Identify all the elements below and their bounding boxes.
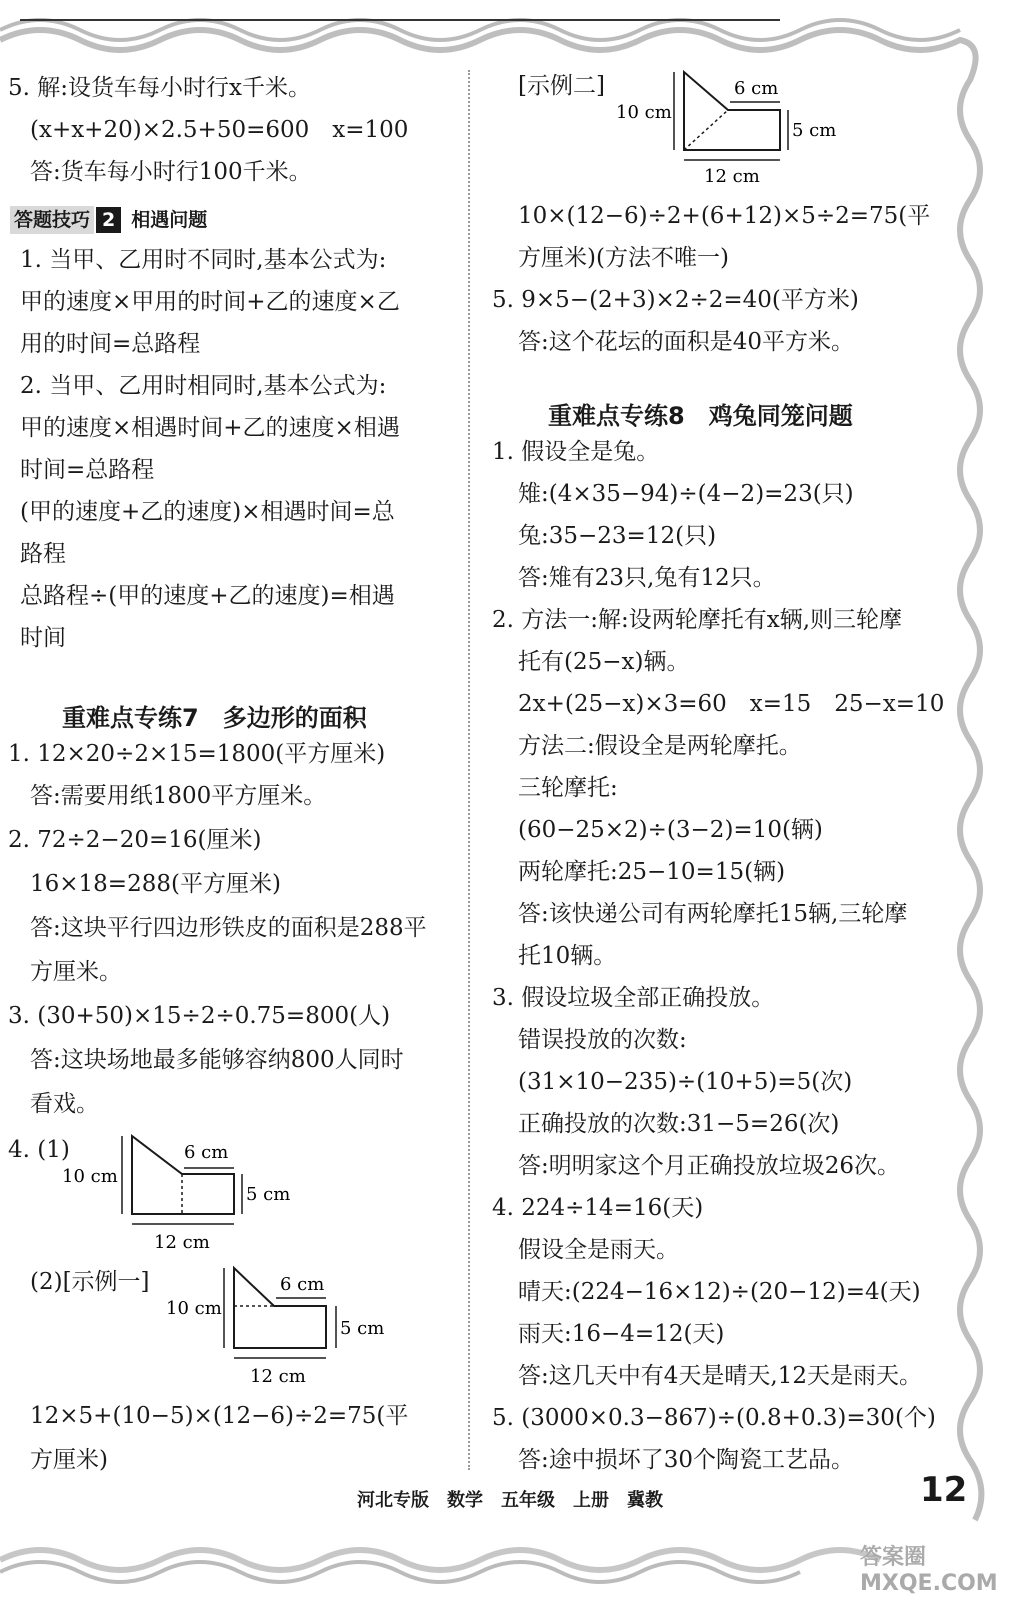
answer: 答:需要用纸1800平方厘米。 — [30, 783, 327, 809]
answer-5: 5. 解:设货车每小时行x千米。 — [8, 75, 311, 101]
answer-1: 1. 假设全是兔。 — [492, 439, 660, 465]
answer: 答:途中损坏了30个陶瓷工艺品。 — [518, 1447, 855, 1473]
dim-width: 12 cm — [704, 166, 760, 187]
tip-line: 用的时间=总路程 — [20, 331, 201, 357]
section-title-7: 重难点专练7 多边形的面积 — [62, 704, 367, 732]
figure-3 — [610, 66, 850, 191]
page-footer: 河北专版 数学 五年级 上册 冀教 — [357, 1490, 663, 1511]
equation: 晴天:(224−16×12)÷(20−12)=4(天) — [518, 1279, 921, 1305]
answer-3: 3. 假设垃圾全部正确投放。 — [492, 985, 775, 1011]
tip-line: 1. 当甲、乙用时不同时,基本公式为: — [20, 247, 387, 273]
equation: 10×(12−6)÷2+(6+12)×5÷2=75(平 — [518, 203, 931, 229]
tip-badge — [10, 205, 207, 232]
method-two: 方法二:假设全是两轮摩托。 — [518, 733, 802, 759]
answer-4: 4. 224÷14=16(天) — [492, 1195, 704, 1221]
equation: 兔:35−23=12(只) — [518, 523, 717, 549]
answer-1: 1. 12×20÷2×15=1800(平方厘米) — [8, 741, 386, 767]
equation: 方厘米)(方法不唯一) — [518, 245, 729, 271]
answer: 答:明明家这个月正确投放垃圾26次。 — [518, 1153, 901, 1179]
equation: (x+x+20)×2.5+50=600 x=100 — [30, 117, 409, 143]
answer: 托10辆。 — [518, 943, 617, 969]
equation: 雉:(4×35−94)÷(4−2)=23(只) — [518, 481, 854, 507]
equation: 两轮摩托:25−10=15(辆) — [518, 859, 786, 885]
answer: 看戏。 — [30, 1091, 99, 1117]
equation: 三轮摩托: — [518, 775, 618, 801]
answer: 答:这几天中有4天是晴天,12天是雨天。 — [518, 1363, 922, 1389]
answer: 答:这块场地最多能够容纳800人同时 — [30, 1047, 404, 1073]
answer-3: 3. (30+50)×15÷2÷0.75=800(人) — [8, 1003, 391, 1029]
equation: 托有(25−x)辆。 — [518, 649, 690, 675]
tip-line: 2. 当甲、乙用时相同时,基本公式为: — [20, 373, 387, 399]
tip-line: 甲的速度×相遇时间+乙的速度×相遇 — [20, 415, 400, 441]
answer: 答:货车每小时行100千米。 — [30, 159, 312, 185]
equation: 16×18=288(平方厘米) — [30, 871, 281, 897]
answer-4: 4. (1) — [8, 1137, 70, 1163]
dim-height: 10 cm — [62, 1166, 118, 1187]
figure-1 — [60, 1130, 300, 1255]
dim-width: 12 cm — [250, 1366, 306, 1387]
dim-width: 12 cm — [154, 1232, 210, 1253]
dim-top: 6 cm — [734, 78, 779, 99]
dim-top: 6 cm — [184, 1142, 229, 1163]
dim-height: 10 cm — [616, 102, 672, 123]
answer: 答:该快递公司有两轮摩托15辆,三轮摩 — [518, 901, 908, 927]
tip-line: 时间=总路程 — [20, 457, 155, 483]
tip-line: 甲的速度×甲用的时间+乙的速度×乙 — [20, 289, 400, 315]
figure-2 — [160, 1262, 400, 1392]
dim-top: 6 cm — [280, 1274, 325, 1295]
tip-line: 路程 — [20, 541, 66, 567]
equation: 错误投放的次数: — [518, 1027, 687, 1053]
tip-line: 总路程÷(甲的速度+乙的速度)=相遇 — [20, 583, 395, 609]
answer-5: 5. 9×5−(2+3)×2÷2=40(平方米) — [492, 287, 859, 313]
answer: 答:这个花坛的面积是40平方米。 — [518, 329, 855, 355]
answer: 答:雉有23只,兔有12只。 — [518, 565, 776, 591]
dim-side: 5 cm — [792, 120, 837, 141]
dim-side: 5 cm — [340, 1318, 385, 1339]
tip-line: (甲的速度+乙的速度)×相遇时间=总 — [20, 499, 395, 525]
equation: 正确投放的次数:31−5=26(次) — [518, 1111, 840, 1137]
answer-5: 5. (3000×0.3−867)÷(0.8+0.3)=30(个) — [492, 1405, 936, 1431]
dim-height: 10 cm — [166, 1298, 222, 1319]
page-number: 12 — [920, 1470, 968, 1510]
dim-side: 5 cm — [246, 1184, 291, 1205]
example-label: [示例二] — [518, 73, 605, 99]
example-label: (2)[示例一] — [30, 1269, 150, 1295]
tip-title: 相遇问题 — [131, 209, 208, 231]
equation: 雨天:16−4=12(天) — [518, 1321, 725, 1347]
tip-number: 2 — [96, 207, 121, 233]
section-title-8: 重难点专练8 鸡兔同笼问题 — [548, 402, 853, 430]
equation: 2x+(25−x)×3=60 x=15 25−x=10 — [518, 691, 945, 717]
equation: 假设全是雨天。 — [518, 1237, 679, 1263]
equation: (31×10−235)÷(10+5)=5(次) — [518, 1069, 853, 1095]
answer: 答:这块平行四边形铁皮的面积是288平 — [30, 915, 427, 941]
watermark: 答案圈 MXQE.COM — [860, 1545, 998, 1596]
answer: 方厘米。 — [30, 959, 122, 985]
answer-2: 2. 方法一:解:设两轮摩托有x辆,则三轮摩 — [492, 607, 903, 633]
column-divider — [468, 70, 470, 1470]
tip-label: 答题技巧 — [10, 206, 94, 234]
equation: (60−25×2)÷(3−2)=10(辆) — [518, 817, 823, 843]
tip-line: 时间 — [20, 625, 66, 651]
answer-2: 2. 72÷2−20=16(厘米) — [8, 827, 262, 853]
equation: 12×5+(10−5)×(12−6)÷2=75(平 — [30, 1403, 409, 1429]
equation: 方厘米) — [30, 1447, 108, 1473]
